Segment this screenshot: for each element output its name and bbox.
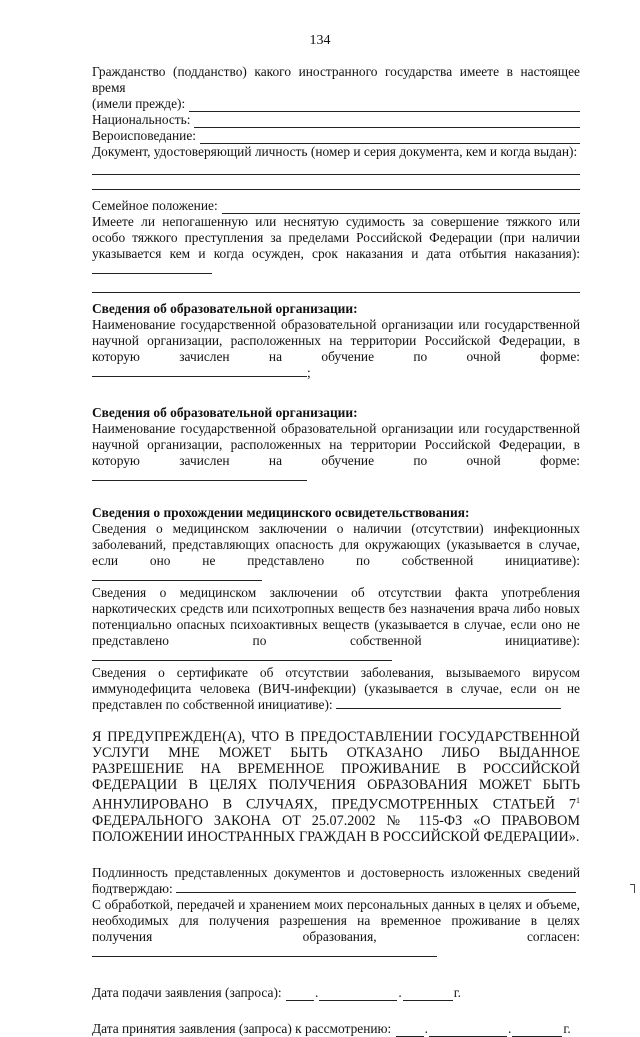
date-submit-day[interactable] [286, 988, 314, 1001]
medical-heading: Сведения о прохождении медицинского освидетельствования: [92, 505, 470, 520]
date-accept-suffix: г. [563, 1020, 571, 1036]
marital-row [92, 198, 580, 214]
nationality-field[interactable] [194, 115, 580, 128]
religion-label: Вероисповедание: [92, 128, 196, 143]
authenticity-field[interactable] [176, 881, 576, 893]
date-submit-month[interactable] [319, 988, 397, 1001]
authenticity-label: Подлинность представленных документов и достоверность изложенных сведений подтверждаю: [92, 864, 580, 896]
date-accept-month[interactable] [429, 1024, 507, 1037]
citizenship-label-cont: (имели прежде): [92, 96, 186, 111]
medical-item-1: Сведения о медицинском заключении о наличии (отсутствии) инфекционных заболеваний, представляющих опасность для окружающих (указывается в случае, если оно не представлено по собственной инициативе): [92, 521, 580, 585]
marital-field[interactable] [222, 201, 580, 214]
scan-corner-mark-left [93, 884, 98, 893]
date-submit-year[interactable] [403, 988, 453, 1001]
edu2-field[interactable] [92, 469, 307, 481]
citizenship-field-row [92, 96, 580, 112]
medical-item-2-field[interactable] [92, 649, 392, 661]
medical-item-2: Сведения о медицинском заключении об отсутствии факта употребления наркотических средств или психотропных веществ без назначения врача либо новых потенциально опасных психоактивных веществ (указывается в случае, если оно не представлено по собственной инициативе): [92, 585, 580, 665]
conviction-field-2[interactable] [92, 278, 580, 293]
edu2-heading: Сведения об образовательной организации: [92, 405, 358, 420]
conviction-field[interactable] [92, 262, 212, 274]
marital-label: Семейное положение: [92, 198, 218, 213]
page-number: 134 [309, 33, 331, 48]
date-accept-row: Дата принятия заявления (запроса) к рассмотрению: . . г. [92, 1020, 571, 1036]
medical-item-3-field[interactable] [336, 697, 561, 709]
nationality-row [92, 112, 580, 128]
religion-field[interactable] [200, 131, 580, 144]
edu1-field[interactable] [92, 365, 307, 377]
edu1-heading: Сведения об образовательной организации: [92, 301, 358, 316]
consent-field[interactable] [92, 945, 437, 957]
date-accept-label: Дата принятия заявления (запроса) к рассмотрению: [92, 1020, 392, 1036]
scan-corner-mark-right [630, 884, 635, 893]
identity-doc-label: Документ, удостоверяющий личность (номер и серия документа, кем и когда выдан): [92, 144, 578, 159]
warning-text: Я ПРЕДУПРЕЖДЕН(А), ЧТО В ПРЕДОСТАВЛЕНИИ ГОСУДАРСТВЕННОЙ УСЛУГИ МНЕ МОЖЕТ БЫТЬ ОТКАЗАНО ЛИБО ВЫДАННОЕ РАЗРЕШЕНИЕ НА ВРЕМЕННОЕ ПРОЖИВАНИЕ В РОССИЙСКОЙ ФЕДЕРАЦИИ В ЦЕЛЯХ ПОЛУЧЕНИЯ ОБРАЗОВАНИЯ МОЖЕТ БЫТЬ АННУЛИРОВАНО В СЛУЧАЯХ, ПРЕДУСМОТРЕННЫХ СТАТЬЕЙ $7^1$ ФЕДЕРАЛЬНОГО ЗАКОНА ОТ 25.07.2002 № 115-ФЗ «О ПРАВОВОМ ПОЛОЖЕНИИ ИНОСТРАННЫХ ГРАЖДАН В РОССИЙСКОЙ ФЕДЕРАЦИИ». [92, 729, 580, 845]
date-accept-day[interactable] [396, 1024, 424, 1037]
nationality-label: Национальность: [92, 112, 191, 127]
date-submit-row: Дата подачи заявления (запроса): . . г. [92, 984, 462, 1000]
edu2-text: Наименование государственной образовательной организации или государственной научной организации, расположенных на территории Российской Федерации, в которую зачислен на обучение по очной форме: [92, 421, 580, 485]
date-accept-year[interactable] [512, 1024, 562, 1037]
identity-doc-field-2[interactable] [92, 175, 580, 190]
medical-item-3: Сведения о сертификате об отсутствии заболевания, вызываемого вирусом иммунодефицита человека (ВИЧ-инфекции) (указывается в случае, если он не представлен по собственной инициативе): [92, 665, 580, 712]
religion-row [92, 128, 580, 144]
medical-item-1-field[interactable] [92, 569, 262, 581]
consent-label: С обработкой, передачей и хранением моих персональных данных в целях и объеме, необходимых для получения разрешения на временное проживание в целях получения образования, согласен: [92, 897, 580, 961]
conviction-label: Имеете ли непогашенную или неснятую судимость за совершение тяжкого или особо тяжкого преступления за пределами Российской Федерации (при наличии указывается кем и когда осужден, срок наказания и дата отбытия наказания): [92, 214, 580, 278]
citizenship-label: Гражданство (подданство) какого иностранного государства имеете в настоящее время [92, 64, 580, 95]
date-submit-label: Дата подачи заявления (запроса): [92, 984, 282, 1000]
identity-doc-field-1[interactable] [92, 160, 580, 175]
citizenship-field[interactable] [189, 99, 580, 112]
edu1-text: Наименование государственной образовательной организации или государственной научной организации, расположенных на территории Российской Федерации, в которую зачислен на обучение по очной форме: ; [92, 317, 580, 380]
application-form [92, 64, 580, 1037]
date-submit-suffix: г. [453, 984, 462, 1000]
